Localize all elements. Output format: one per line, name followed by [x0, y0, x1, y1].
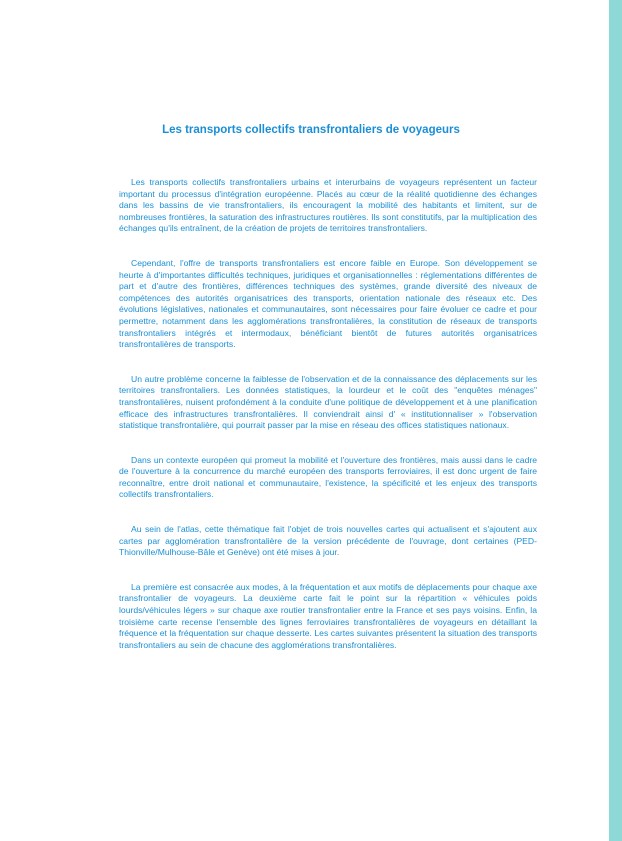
paragraph-3: Un autre problème concerne la faiblesse de l'observation et de la connaissance des déplacements sur les territoires transfrontaliers. Les données statistiques, la lourdeur et le coût des "enquêtes ménages" transfrontalières, nuisent profondément à la conduite d'une politique de développement et à une planification efficace des infrastructures transfrontalières. Il conviendrait ainsi d' « institutionnaliser » l'observation statistique transfrontalière, qui pourrait passer par la mise en réseau des offices statistiques nationaux.	[119, 373, 537, 431]
page-title: Les transports collectifs transfrontaliers de voyageurs	[162, 124, 460, 136]
paragraph-6: La première est consacrée aux modes, à la fréquentation et aux motifs de déplacements pour chaque axe transfrontalier de voyageurs. La deuxième carte fait le point sur la répartition « véhicules poids lourds/véhicules légers » sur chaque axe routier transfrontalier entre la France et ses pays voisins. Enfin, la troisième carte recense l'ensemble des lignes ferroviaires transfrontalières de voyageurs en détaillant la fréquence et la fréquentation sur chaque desserte. Les cartes suivantes présentent la situation des transports transfrontaliers au sein de chacune des agglomérations transfrontalières.	[119, 581, 537, 650]
paragraph-5: Au sein de l'atlas, cette thématique fait l'objet de trois nouvelles cartes qui actualisent et s'ajoutent aux cartes par agglomération transfrontalière de la version précédente de l'ouvrage, dont certaines (PED-Thionville/Mulhouse-Bâle et Genève) ont été mises à jour.	[119, 524, 537, 558]
paragraph-2: Cependant, l'offre de transports transfrontaliers est encore faible en Europe. Son développement se heurte à d'importantes difficultés techniques, juridiques et organisationnelles : réglementations différentes de part et d'autre des frontières, différences techniques des systèmes, grande diversité des niveaux de compétences des autorités organisatrices des transports, orientation nationale des réseaux etc. Des évolutions législatives, nationales et communautaires, sont nécessaires pour faire évoluer ce cadre et pour permettre, notamment dans les agglomérations transfrontalières, la constitution de réseaux de transports transfrontaliers intégrés et intermodaux, bénéficiant bientôt de futures autorités organisatrices transfrontalières de transports.	[119, 257, 537, 350]
paragraph-1: Les transports collectifs transfrontaliers urbains et interurbains de voyageurs représentent un facteur important du processus d'intégration européenne. Placés au cœur de la réalité quotidienne des échanges dans les bassins de vie transfrontaliers, ils encouragent la mobilité des habitants et limitent, sur de nombreuses frontières, la saturation des infrastructures routières. Ils sont constitutifs, par la multiplication des échanges qu'ils entraînent, de la création de projets de territoires transfrontaliers.	[119, 177, 537, 234]
body-text	[119, 177, 537, 674]
paragraph-4: Dans un contexte européen qui promeut la mobilité et l'ouverture des frontières, mais aussi dans le cadre de l'ouverture à la concurrence du marché européen des transports ferroviaires, il est donc urgent de faire reconnaître, entre droit national et communautaire, l'existence, la spécificité et les enjeux des transports collectifs transfrontaliers.	[119, 454, 537, 500]
